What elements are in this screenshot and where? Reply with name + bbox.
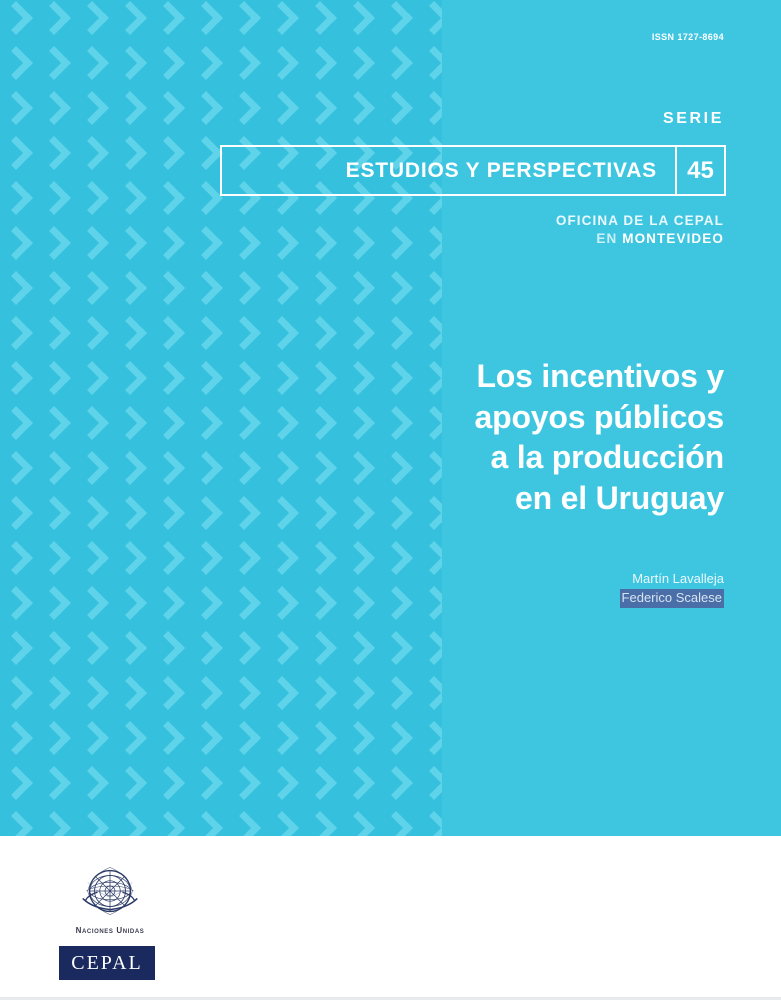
chevron-icon — [0, 225, 38, 263]
un-caption: Naciones Unidas — [75, 926, 145, 935]
chevron-icon — [76, 585, 114, 623]
chevron-pattern-panel — [0, 0, 442, 836]
chevron-icon — [304, 720, 342, 758]
chevron-icon — [266, 540, 304, 578]
chevron-icon — [342, 360, 380, 398]
chevron-icon — [38, 0, 76, 38]
author-list — [452, 570, 724, 608]
chevron-icon — [0, 405, 38, 443]
chevron-icon — [190, 315, 228, 353]
chevron-icon — [114, 180, 152, 218]
chevron-icon — [38, 450, 76, 488]
chevron-icon — [190, 765, 228, 803]
chevron-icon — [266, 765, 304, 803]
chevron-icon — [152, 675, 190, 713]
chevron-icon — [152, 360, 190, 398]
chevron-icon — [228, 0, 266, 38]
chevron-icon — [152, 495, 190, 533]
chevron-icon — [342, 720, 380, 758]
chevron-icon — [380, 495, 418, 533]
chevron-icon — [190, 630, 228, 668]
chevron-icon — [228, 585, 266, 623]
chevron-icon — [0, 270, 38, 308]
chevron-icon — [418, 360, 442, 398]
chevron-icon — [266, 675, 304, 713]
chevron-icon — [342, 540, 380, 578]
chevron-icon — [76, 540, 114, 578]
chevron-icon — [38, 360, 76, 398]
chevron-row — [0, 221, 442, 267]
chevron-icon — [114, 45, 152, 83]
chevron-icon — [342, 630, 380, 668]
chevron-icon — [38, 135, 76, 173]
chevron-icon — [418, 540, 442, 578]
chevron-row — [0, 806, 442, 836]
chevron-icon — [380, 630, 418, 668]
chevron-icon — [0, 810, 38, 836]
chevron-icon — [0, 765, 38, 803]
chevron-icon — [76, 180, 114, 218]
chevron-icon — [304, 810, 342, 836]
chevron-icon — [380, 45, 418, 83]
chevron-icon — [228, 90, 266, 128]
chevron-row — [0, 401, 442, 447]
chevron-icon — [76, 225, 114, 263]
chevron-icon — [304, 270, 342, 308]
chevron-icon — [342, 90, 380, 128]
chevron-icon — [76, 315, 114, 353]
chevron-icon — [380, 585, 418, 623]
chevron-icon — [418, 45, 442, 83]
chevron-icon — [76, 405, 114, 443]
page-title: Los incentivos y apoyos públicos a la producción en el Uruguay — [474, 358, 724, 516]
chevron-icon — [0, 540, 38, 578]
chevron-icon — [380, 0, 418, 38]
chevron-icon — [114, 630, 152, 668]
chevron-icon — [418, 270, 442, 308]
chevron-icon — [190, 675, 228, 713]
chevron-icon — [190, 495, 228, 533]
author-name: Martín Lavalleja — [632, 571, 724, 586]
chevron-icon — [152, 765, 190, 803]
chevron-icon — [0, 630, 38, 668]
chevron-icon — [228, 405, 266, 443]
chevron-icon — [418, 90, 442, 128]
chevron-icon — [38, 180, 76, 218]
chevron-icon — [152, 45, 190, 83]
chevron-icon — [380, 720, 418, 758]
chevron-icon — [152, 810, 190, 836]
cover-info-column — [442, 0, 781, 836]
chevron-icon — [342, 315, 380, 353]
chevron-icon — [266, 270, 304, 308]
chevron-icon — [228, 45, 266, 83]
chevron-icon — [304, 360, 342, 398]
series-number: 45 — [675, 147, 724, 194]
chevron-icon — [190, 90, 228, 128]
chevron-icon — [114, 810, 152, 836]
chevron-icon — [190, 720, 228, 758]
issn-text: ISSN 1727-8694 — [651, 32, 724, 42]
chevron-icon — [342, 45, 380, 83]
chevron-icon — [342, 270, 380, 308]
chevron-row — [0, 356, 442, 402]
chevron-row — [0, 536, 442, 582]
chevron-icon — [228, 315, 266, 353]
chevron-icon — [304, 765, 342, 803]
chevron-icon — [418, 765, 442, 803]
chevron-icon — [38, 540, 76, 578]
chevron-icon — [190, 225, 228, 263]
chevron-icon — [0, 675, 38, 713]
chevron-icon — [114, 270, 152, 308]
chevron-icon — [304, 675, 342, 713]
chevron-icon — [418, 810, 442, 836]
chevron-icon — [152, 720, 190, 758]
chevron-icon — [380, 675, 418, 713]
chevron-icon — [38, 765, 76, 803]
chevron-row — [0, 491, 442, 537]
chevron-icon — [152, 540, 190, 578]
chevron-icon — [304, 225, 342, 263]
chevron-icon — [266, 495, 304, 533]
chevron-icon — [266, 450, 304, 488]
chevron-icon — [380, 765, 418, 803]
chevron-icon — [228, 810, 266, 836]
chevron-row — [0, 86, 442, 132]
chevron-icon — [266, 810, 304, 836]
chevron-icon — [418, 0, 442, 38]
chevron-icon — [76, 720, 114, 758]
office-block — [464, 212, 724, 248]
chevron-icon — [418, 675, 442, 713]
chevron-icon — [0, 0, 38, 38]
chevron-icon — [266, 315, 304, 353]
chevron-icon — [228, 630, 266, 668]
chevron-icon — [38, 585, 76, 623]
chevron-icon — [380, 225, 418, 263]
chevron-icon — [114, 495, 152, 533]
chevron-icon — [38, 720, 76, 758]
chevron-icon — [266, 360, 304, 398]
chevron-icon — [38, 45, 76, 83]
chevron-icon — [190, 540, 228, 578]
chevron-icon — [228, 765, 266, 803]
chevron-icon — [228, 540, 266, 578]
cover-footer — [0, 836, 781, 1000]
chevron-icon — [114, 405, 152, 443]
chevron-icon — [114, 540, 152, 578]
chevron-icon — [114, 675, 152, 713]
chevron-icon — [304, 630, 342, 668]
chevron-icon — [114, 720, 152, 758]
chevron-icon — [76, 90, 114, 128]
chevron-icon — [152, 315, 190, 353]
chevron-icon — [418, 315, 442, 353]
chevron-icon — [114, 225, 152, 263]
author-name-highlighted: Federico Scalese — [620, 589, 724, 608]
chevron-icon — [304, 405, 342, 443]
chevron-icon — [0, 585, 38, 623]
chevron-icon — [76, 630, 114, 668]
chevron-icon — [418, 585, 442, 623]
chevron-icon — [342, 405, 380, 443]
chevron-icon — [76, 0, 114, 38]
chevron-row — [0, 761, 442, 807]
chevron-icon — [114, 0, 152, 38]
chevron-icon — [190, 360, 228, 398]
chevron-icon — [114, 585, 152, 623]
chevron-icon — [266, 0, 304, 38]
chevron-icon — [152, 90, 190, 128]
chevron-icon — [304, 90, 342, 128]
chevron-icon — [228, 225, 266, 263]
chevron-row — [0, 581, 442, 627]
chevron-row — [0, 626, 442, 672]
chevron-icon — [0, 495, 38, 533]
chevron-icon — [304, 540, 342, 578]
chevron-icon — [304, 0, 342, 38]
series-title: ESTUDIOS Y PERSPECTIVAS — [345, 158, 657, 182]
chevron-icon — [114, 765, 152, 803]
chevron-icon — [304, 495, 342, 533]
chevron-icon — [266, 630, 304, 668]
chevron-icon — [76, 810, 114, 836]
chevron-icon — [266, 90, 304, 128]
chevron-icon — [304, 45, 342, 83]
chevron-icon — [0, 180, 38, 218]
chevron-row — [0, 266, 442, 312]
chevron-icon — [418, 225, 442, 263]
chevron-row — [0, 41, 442, 87]
united-nations-emblem-icon — [79, 860, 141, 922]
chevron-icon — [38, 810, 76, 836]
chevron-icon — [38, 630, 76, 668]
chevron-icon — [342, 765, 380, 803]
chevron-icon — [76, 450, 114, 488]
chevron-icon — [342, 0, 380, 38]
chevron-icon — [228, 720, 266, 758]
un-logo-block — [62, 860, 158, 935]
chevron-icon — [304, 585, 342, 623]
chevron-icon — [0, 45, 38, 83]
chevron-icon — [418, 495, 442, 533]
chevron-icon — [418, 630, 442, 668]
chevron-icon — [38, 270, 76, 308]
chevron-icon — [228, 270, 266, 308]
chevron-icon — [0, 90, 38, 128]
chevron-row — [0, 671, 442, 717]
chevron-row — [0, 311, 442, 357]
chevron-icon — [76, 675, 114, 713]
chevron-icon — [342, 450, 380, 488]
cepal-logo — [59, 946, 155, 980]
chevron-icon — [114, 360, 152, 398]
chevron-icon — [418, 450, 442, 488]
office-city: MONTEVIDEO — [622, 231, 724, 247]
chevron-icon — [380, 90, 418, 128]
chevron-icon — [266, 405, 304, 443]
chevron-icon — [228, 360, 266, 398]
series-badge — [220, 145, 726, 196]
chevron-icon — [152, 450, 190, 488]
office-preposition: EN — [596, 231, 618, 247]
chevron-icon — [380, 360, 418, 398]
chevron-icon — [418, 720, 442, 758]
office-name: OFICINA DE LA CEPAL — [555, 213, 724, 228]
chevron-icon — [342, 585, 380, 623]
chevron-icon — [342, 225, 380, 263]
chevron-icon — [266, 45, 304, 83]
chevron-icon — [342, 810, 380, 836]
cepal-label: CEPAL — [71, 951, 143, 974]
chevron-icon — [190, 0, 228, 38]
chevron-icon — [190, 585, 228, 623]
chevron-icon — [0, 315, 38, 353]
chevron-icon — [38, 225, 76, 263]
chevron-icon — [380, 405, 418, 443]
chevron-icon — [380, 270, 418, 308]
chevron-icon — [380, 450, 418, 488]
chevron-icon — [76, 135, 114, 173]
chevron-icon — [304, 450, 342, 488]
chevron-icon — [266, 585, 304, 623]
chevron-icon — [76, 765, 114, 803]
chevron-icon — [190, 45, 228, 83]
chevron-icon — [76, 45, 114, 83]
chevron-icon — [38, 675, 76, 713]
chevron-icon — [114, 450, 152, 488]
chevron-icon — [152, 585, 190, 623]
chevron-icon — [38, 90, 76, 128]
chevron-icon — [76, 270, 114, 308]
chevron-icon — [190, 450, 228, 488]
chevron-icon — [418, 405, 442, 443]
chevron-icon — [190, 270, 228, 308]
chevron-icon — [228, 450, 266, 488]
chevron-icon — [114, 90, 152, 128]
chevron-icon — [0, 135, 38, 173]
chevron-row — [0, 716, 442, 762]
chevron-icon — [152, 180, 190, 218]
chevron-icon — [380, 540, 418, 578]
chevron-icon — [0, 360, 38, 398]
chevron-icon — [190, 810, 228, 836]
chevron-row — [0, 0, 442, 42]
serie-label: SERIE — [662, 110, 724, 127]
chevron-icon — [114, 135, 152, 173]
chevron-icon — [0, 720, 38, 758]
chevron-icon — [0, 450, 38, 488]
chevron-icon — [190, 405, 228, 443]
chevron-icon — [76, 360, 114, 398]
chevron-icon — [152, 630, 190, 668]
chevron-icon — [304, 315, 342, 353]
chevron-icon — [152, 405, 190, 443]
chevron-icon — [266, 225, 304, 263]
chevron-icon — [342, 675, 380, 713]
chevron-icon — [76, 495, 114, 533]
chevron-icon — [152, 225, 190, 263]
chevron-icon — [152, 135, 190, 173]
chevron-icon — [380, 315, 418, 353]
chevron-icon — [152, 0, 190, 38]
chevron-icon — [380, 810, 418, 836]
chevron-icon — [228, 675, 266, 713]
chevron-icon — [266, 720, 304, 758]
chevron-icon — [342, 495, 380, 533]
chevron-icon — [38, 315, 76, 353]
chevron-icon — [114, 315, 152, 353]
chevron-icon — [38, 405, 76, 443]
chevron-row — [0, 446, 442, 492]
chevron-icon — [228, 495, 266, 533]
chevron-icon — [38, 495, 76, 533]
chevron-icon — [152, 270, 190, 308]
